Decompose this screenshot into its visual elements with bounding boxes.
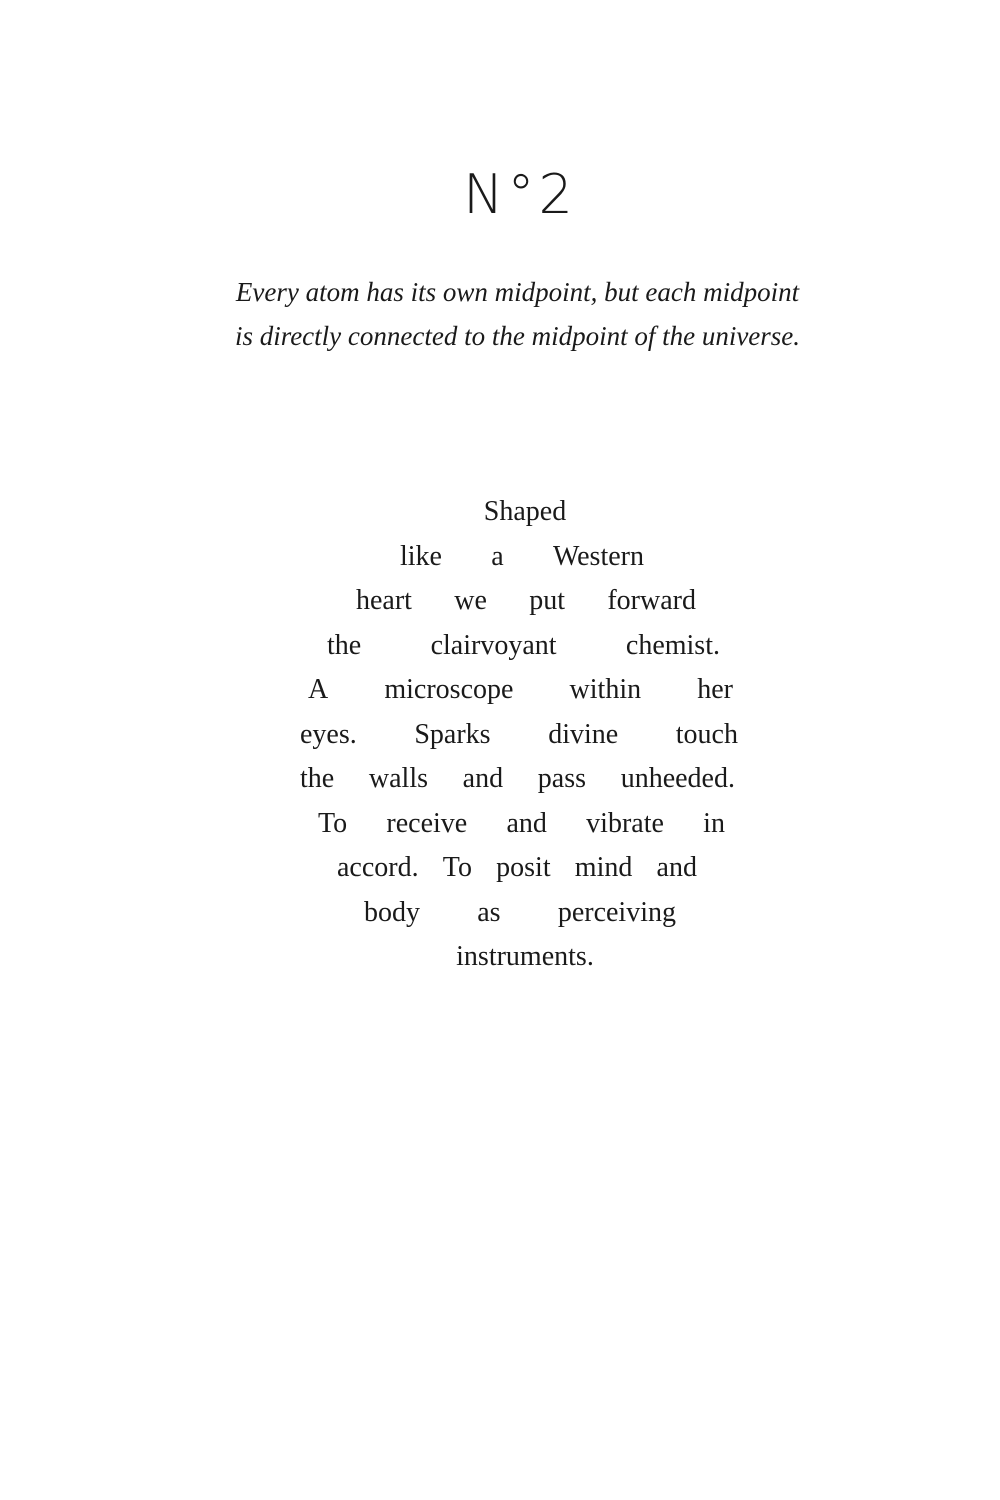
poem-word: unheeded. — [620, 763, 735, 794]
poem-word: in — [703, 807, 725, 839]
poem-word: heart — [356, 585, 412, 616]
poem-word: her — [697, 674, 733, 705]
poem-word: chemist. — [625, 629, 720, 661]
poem-word: microscope — [384, 674, 514, 705]
poem-line — [300, 757, 735, 802]
poem-line — [356, 579, 696, 624]
poem-line — [300, 713, 738, 758]
poem-word: the — [327, 629, 362, 661]
poem-word: Western — [552, 540, 644, 572]
poem-word: within — [569, 674, 642, 705]
poem-word: the — [300, 763, 335, 794]
poem-word: To — [442, 852, 472, 883]
epigraph — [0, 270, 1000, 358]
poem-word: we — [454, 585, 487, 616]
poem-line — [327, 624, 720, 669]
poem-word: and — [462, 763, 504, 794]
poem-word: walls — [368, 763, 428, 794]
poem-word: instruments. — [456, 941, 594, 972]
poem-word: divine — [548, 718, 619, 750]
poem-word: put — [529, 585, 566, 616]
poem-line — [318, 802, 725, 847]
poem-word: posit — [496, 852, 551, 883]
poem-line — [400, 535, 644, 580]
poem-line — [308, 668, 733, 713]
poem-word: eyes. — [300, 718, 357, 750]
poem-line — [337, 846, 697, 891]
poem-line — [0, 490, 1000, 535]
poem-word: forward — [607, 585, 696, 616]
poem-word: Sparks — [414, 718, 491, 750]
section-title: N°2 — [463, 163, 577, 226]
poem-word: a — [491, 540, 504, 572]
epigraph-line-2: is directly connected to the midpoint of the universe. — [234, 321, 801, 351]
poem-word: mind — [574, 852, 633, 883]
poem-word: To — [318, 807, 348, 839]
poem-word: Shaped — [483, 496, 567, 527]
poem-word: accord. — [337, 852, 419, 883]
poem-word: and — [656, 852, 697, 883]
poem-word: touch — [675, 718, 738, 750]
poem-word: clairvoyant — [430, 629, 557, 661]
poem-word: A — [308, 674, 329, 705]
poem-word: pass — [537, 763, 587, 794]
epigraph-line-1: Every atom has its own midpoint, but each midpoint — [235, 277, 800, 307]
poem-line — [0, 935, 1000, 980]
poem-word: body — [364, 896, 420, 928]
poem-word: vibrate — [586, 807, 664, 839]
poem-word: like — [400, 540, 442, 572]
poem-word: receive — [386, 807, 468, 839]
poem-word: and — [506, 807, 547, 839]
poem-word: perceiving — [557, 896, 676, 928]
poem-word: as — [477, 896, 501, 928]
poem-line — [364, 891, 676, 936]
